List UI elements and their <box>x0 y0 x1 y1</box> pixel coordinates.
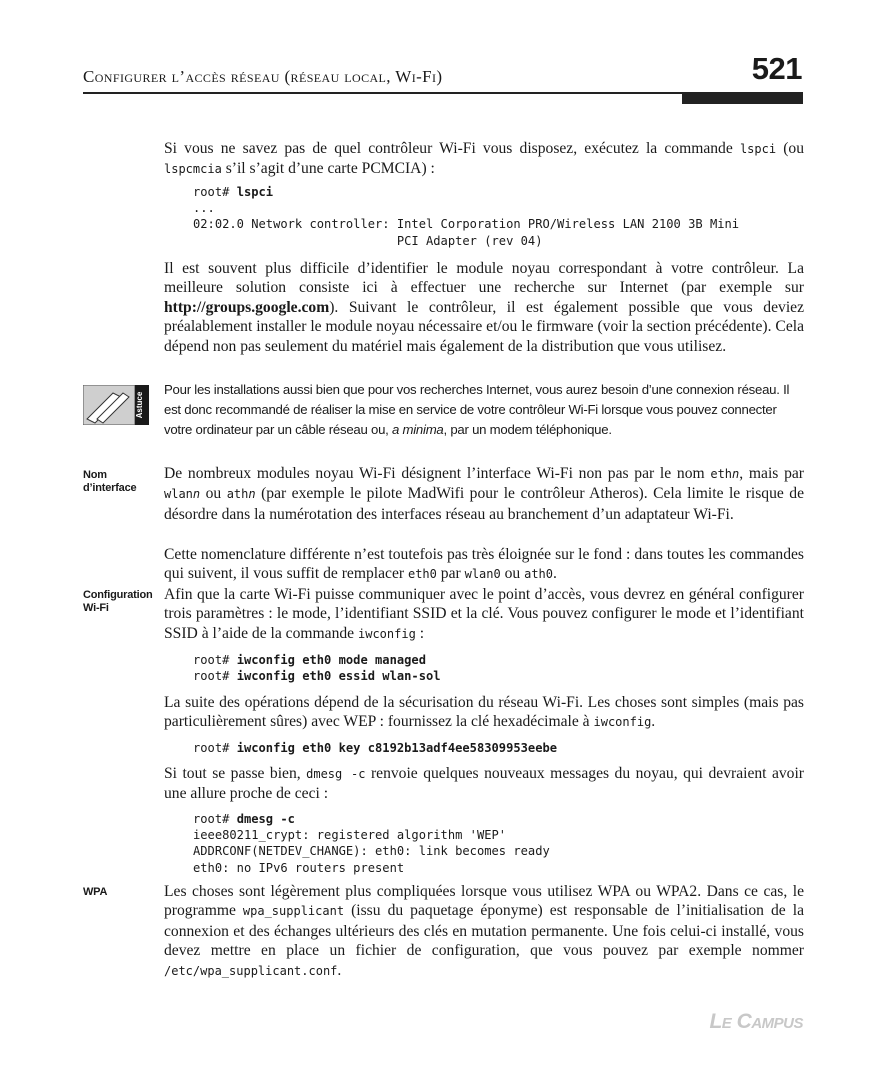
header-block <box>682 94 803 104</box>
code-block-lspci: root# lspci ... 02:02.0 Network controller: Intel Corporation PRO/Wireless LAN 2100 3B Mini PCI Adapter (rev 04) <box>193 185 740 248</box>
paragraph-module-search: Il est souvent plus difficile d’identifier le module noyau correspondant à votre contrôleur. La meilleure solution consiste ici à effectuer une recherche sur Internet (par exemple sur http://groups.google.com). Suivant le contrôleur, il est également possible que vous deviez préalablement installer le module noyau nécessaire et/ou le firmware (voir la section précédente). Cela dépend non pas seulement du matériel mais également de la distribution que vous utilisez. <box>164 260 804 355</box>
code-block-dmesg: root# dmesg -c ieee80211_crypt: registered algorithm 'WEP' ADDRCONF(NETDEV_CHANGE): eth0: link becomes ready eth0: no IPv6 routers present <box>193 812 550 875</box>
google-groups-link[interactable]: http://groups.google.com <box>164 298 330 316</box>
paragraph-interface-naming: De nombreux modules noyau Wi-Fi désignent l’interface Wi-Fi non pas par le nom ethn, mais par wlann ou athn (par exemple le pilote MadWifi pour le contrôleur Atheros). Cela limite le risque de désordre dans la numérotation des interfaces réseau au branchement d’un adaptateur Wi-Fi. <box>164 465 805 523</box>
paragraph-lspci-intro: Si vous ne savez pas de quel contrôleur Wi-Fi vous disposez, exécutez la commande lspci (ou lspcmcia s’il s’agit d’une carte PCMCIA) : <box>164 140 804 178</box>
paragraph-dmesg: Si tout se passe bien, dmesg -c renvoie quelques nouveaux messages du noyau, qui devraient avoir une allure proche de ceci : <box>164 765 805 803</box>
running-header-title: Configurer l’accès réseau (réseau local, Wi-Fi) <box>83 67 443 86</box>
paragraph-wifi-config: Afin que la carte Wi-Fi puisse communiquer avec le point d’accès, vous devrez en général configurer trois paramètres : le mode, l’identifiant SSID et la clé. Vous pouvez configurer le mode et l’identifiant SSID à l’aide de la commande iwconfig : <box>164 586 804 642</box>
paragraph-nomenclature: Cette nomenclature différente n’est toutefois pas très éloignée sur le fond : dans toutes les commandes qui suivent, il vous suffit de remplacer eth0 par wlan0 ou ath0. <box>164 546 804 583</box>
side-label-configuration-wifi: Configuration Wi-Fi <box>83 589 153 614</box>
publisher-logo: Le Campus <box>709 1010 803 1033</box>
code-block-iwconfig: root# iwconfig eth0 mode managed root# iwconfig eth0 essid wlan-sol <box>193 653 441 684</box>
paragraph-wep: La suite des opérations dépend de la sécurisation du réseau Wi-Fi. Les choses sont simples (mais pas particulièrement sûres) avec WEP : fournissez la clé hexadécimale à iwconfig. <box>164 694 804 731</box>
astuce-icon-label: Astuce <box>135 391 144 419</box>
paragraph-wpa: Les choses sont légèrement plus compliquées lorsque vous utilisez WPA ou WPA2. Dans ce cas, le programme wpa_supplicant (issu du paquetage éponyme) est responsable de l’initialisation de la connexion et des échanges ultérieurs des clés en mutation permanente. Une fois celui-ci installé, vous devez mettre en place un fichier de configuration, que vous pouvez par exemple nommer /etc/wpa_supplicant.conf. <box>164 883 804 979</box>
astuce-icon <box>83 385 149 425</box>
side-label-nom-interface: Nom d’interface <box>83 469 137 494</box>
note-astuce: Pour les installations aussi bien que pour vos recherches Internet, vous aurez besoin d’une connexion réseau. Il est donc recommandé de réaliser la mise en service de votre contrôleur Wi-Fi lorsque vous pouvez connecter votre ordinateur par un câble réseau ou, a minima, par un modem téléphonique. <box>164 382 790 437</box>
page-number: 521 <box>751 51 802 86</box>
code-block-wep-key: root# iwconfig eth0 key c8192b13adf4ee58309953eebe <box>193 741 558 755</box>
side-label-wpa: WPA <box>83 886 108 898</box>
